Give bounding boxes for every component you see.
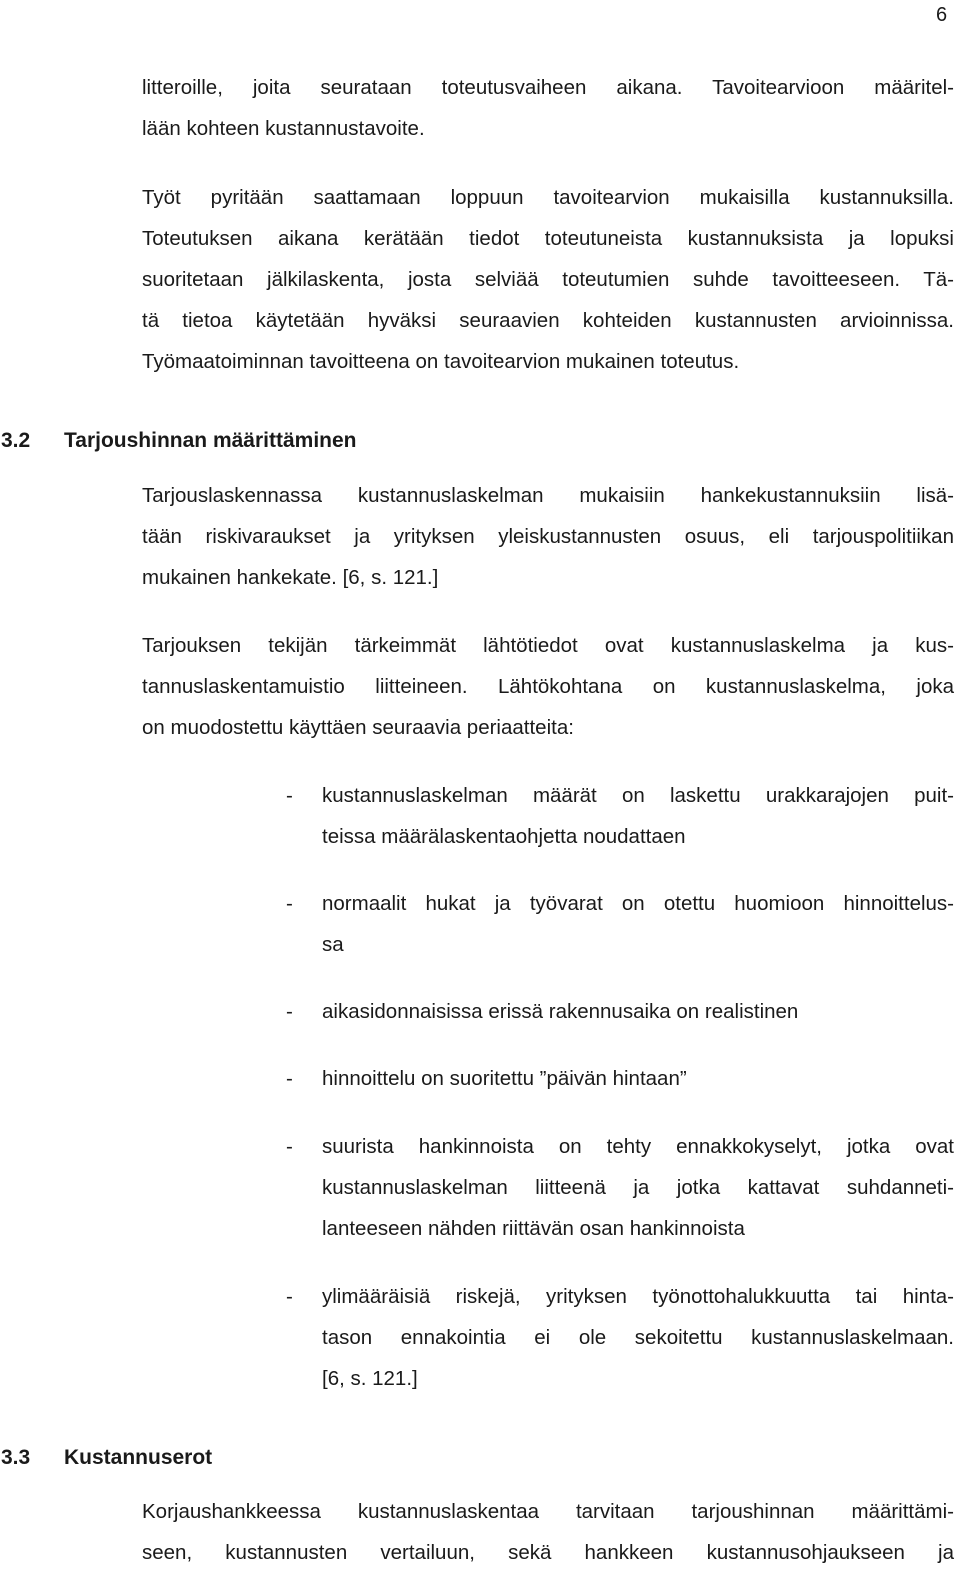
text-line: on muodostettu käyttäen seuraavia periaatteita:	[142, 716, 574, 739]
text-line: suurista hankinnoista on tehty ennakkokyselyt, jotka ovat	[322, 1135, 954, 1158]
bullet-dash: -	[286, 1135, 293, 1158]
text-line: lään kohteen kustannustavoite.	[142, 117, 425, 140]
text-line: tään riskivaraukset ja yrityksen yleiskustannusten osuus, eli tarjouspolitiikan	[142, 525, 954, 548]
text-line: suoritetaan jälkilaskenta, josta selviää toteutumien suhde tavoitteeseen. Tä-	[142, 268, 954, 291]
text-line: hinnoittelu on suoritettu ”päivän hintaan”	[322, 1067, 687, 1090]
bullet-dash: -	[286, 1067, 293, 1090]
bullet-dash: -	[286, 784, 293, 807]
text-line: litteroille, joita seurataan toteutusvaiheen aikana. Tavoitearvioon määritel-	[142, 76, 954, 99]
text-line: mukainen hankekate. [6, s. 121.]	[142, 566, 439, 589]
bullet-dash: -	[286, 1285, 293, 1308]
bullet-dash: -	[286, 892, 293, 915]
text-line: [6, s. 121.]	[322, 1367, 418, 1390]
section-number: 3.3	[1, 1446, 31, 1469]
text-line: kustannuslaskelman liitteenä ja jotka kattavat suhdanneti-	[322, 1176, 954, 1199]
text-line: Työt pyritään saattamaan loppuun tavoitearvion mukaisilla kustannuksilla.	[142, 186, 954, 209]
page-number: 6	[936, 4, 948, 26]
text-line: seen, kustannusten vertailuun, sekä hankkeen kustannusohjaukseen ja	[142, 1541, 954, 1564]
text-line: aikasidonnaisissa erissä rakennusaika on realistinen	[322, 1000, 799, 1023]
text-line: kustannuslaskelman määrät on laskettu urakkarajojen puit-	[322, 784, 954, 807]
text-line: teissa määrälaskentaohjetta noudattaen	[322, 825, 686, 848]
bullet-dash: -	[286, 1000, 293, 1023]
text-line: lanteeseen nähden riittävän osan hankinnoista	[322, 1217, 745, 1240]
text-line: sa	[322, 933, 344, 956]
text-line: normaalit hukat ja työvarat on otettu huomioon hinnoittelus-	[322, 892, 954, 915]
text-line: tason ennakointia ei ole sekoitettu kustannuslaskelmaan.	[322, 1326, 954, 1349]
text-line: ylimääräisiä riskejä, yrityksen työnottohalukkuutta tai hinta-	[322, 1285, 954, 1308]
text-line: Tarjouksen tekijän tärkeimmät lähtötiedot ovat kustannuslaskelma ja kus-	[142, 634, 954, 657]
text-line: Toteutuksen aikana kerätään tiedot toteutuneista kustannuksista ja lopuksi	[142, 227, 954, 250]
section-title: Kustannuserot	[64, 1446, 213, 1469]
text-line: tannuslaskentamuistio liitteineen. Lähtökohtana on kustannuslaskelma, joka	[142, 675, 954, 698]
text-line: Työmaatoiminnan tavoitteena on tavoitearvion mukainen toteutus.	[142, 350, 740, 373]
section-title: Tarjoushinnan määrittäminen	[64, 429, 357, 452]
text-line: tä tietoa käytetään hyväksi seuraavien kohteiden kustannusten arvioinnissa.	[142, 309, 954, 332]
text-line: Tarjouslaskennassa kustannuslaskelman mukaisiin hankekustannuksiin lisä-	[142, 484, 954, 507]
text-line: Korjaushankkeessa kustannuslaskentaa tarvitaan tarjoushinnan määrittämi-	[142, 1500, 954, 1523]
section-number: 3.2	[1, 429, 31, 452]
